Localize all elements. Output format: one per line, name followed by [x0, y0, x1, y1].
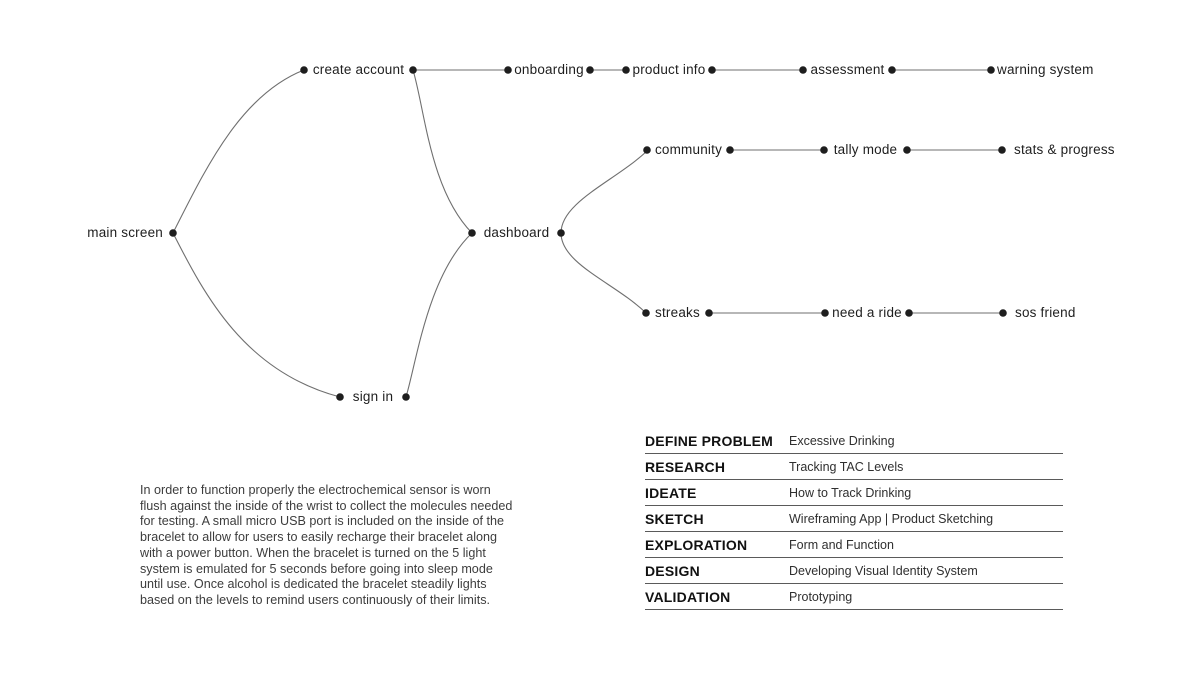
dot-tally-mode-right: [903, 146, 911, 154]
dot-onboarding-left: [504, 66, 512, 74]
node-stats-progress: stats & progress: [1014, 142, 1115, 157]
dot-assessment-left: [799, 66, 807, 74]
node-onboarding: onboarding: [514, 62, 584, 77]
description-line: based on the levels to remind users continuously of their limits.: [140, 592, 490, 607]
dot-warning-system: [987, 66, 995, 74]
dot-create-account-right: [409, 66, 417, 74]
node-create-account: create account: [312, 62, 405, 77]
node-sign-in: sign in: [352, 389, 394, 404]
dot-main-screen: [169, 229, 177, 237]
description-line: for testing. A small micro USB port is included on the inside of the: [140, 514, 505, 529]
phase-label: DEFINE PROBLEM: [645, 432, 774, 449]
table-row: [645, 558, 1063, 584]
table-row: [645, 532, 1063, 558]
dot-dashboard-right: [557, 229, 565, 237]
description-line: bracelet to allow for users to easily recharge their bracelet along: [140, 530, 498, 545]
node-community: community: [654, 142, 723, 157]
dot-onboarding-right: [586, 66, 594, 74]
dot-sign-in-left: [336, 393, 344, 401]
phase-detail: Tracking TAC Levels: [789, 459, 904, 474]
node-need-a-ride: need a ride: [832, 305, 902, 320]
node-streaks: streaks: [655, 305, 700, 320]
dot-assessment-right: [888, 66, 896, 74]
description-line: until use. Once alcohol is dedicated the bracelet steadily lights: [140, 577, 487, 592]
phase-detail: Prototyping: [789, 589, 853, 604]
dot-product-info-right: [708, 66, 716, 74]
edge-dashboard-to-streaks: [561, 233, 646, 313]
node-dashboard: dashboard: [483, 225, 550, 240]
description-line: system is emulated for 5 seconds before going into sleep mode: [140, 561, 493, 576]
phase-label: SKETCH: [645, 510, 704, 527]
product-description: [140, 483, 512, 609]
edge-main-to-create-account: [173, 70, 304, 233]
node-warning-system: warning system: [997, 62, 1094, 77]
dot-sign-in-right: [402, 393, 410, 401]
edge-create-account-to-dashboard: [413, 70, 472, 233]
edge-dashboard-to-community: [561, 151, 647, 233]
node-main-screen: main screen: [87, 225, 163, 240]
description-line: In order to function properly the electrochemical sensor is worn: [140, 483, 491, 497]
dot-streaks-left: [642, 309, 650, 317]
phase-detail: How to Track Drinking: [789, 485, 912, 500]
table-row: [645, 480, 1063, 506]
node-tally-mode: tally mode: [833, 142, 898, 157]
table-row: [645, 454, 1063, 480]
design-process-table: [645, 428, 1063, 610]
dot-tally-mode-left: [820, 146, 828, 154]
dot-product-info-left: [622, 66, 630, 74]
description-line: flush against the inside of the wrist to collect the molecules needed: [140, 498, 513, 513]
node-assessment: assessment: [810, 62, 885, 77]
phase-label: VALIDATION: [645, 588, 731, 605]
table-row: [645, 506, 1063, 532]
phase-label: DESIGN: [645, 562, 700, 579]
dot-create-account-left: [300, 66, 308, 74]
phase-detail: Form and Function: [789, 537, 894, 552]
node-product-info: product info: [632, 62, 706, 77]
phase-label: EXPLORATION: [645, 536, 748, 553]
dot-streaks-right: [705, 309, 713, 317]
table-row: [645, 428, 1063, 454]
phase-detail: Developing Visual Identity System: [789, 563, 978, 578]
dot-dashboard-left: [468, 229, 476, 237]
description-line: with a power button. When the bracelet is turned on the 5 light: [140, 545, 486, 560]
node-sos-friend: sos friend: [1015, 305, 1076, 320]
dot-stats-progress: [998, 146, 1006, 154]
edge-sign-in-to-dashboard: [406, 233, 472, 397]
edge-main-to-sign-in: [173, 233, 340, 397]
phase-detail: Wireframing App | Product Sketching: [789, 511, 994, 526]
dot-need-a-ride-right: [905, 309, 913, 317]
dot-sos-friend: [999, 309, 1007, 317]
dot-community-right: [726, 146, 734, 154]
phase-label: IDEATE: [645, 484, 697, 501]
phase-label: RESEARCH: [645, 458, 726, 475]
table-row: [645, 584, 1063, 610]
dot-community-left: [643, 146, 651, 154]
phase-detail: Excessive Drinking: [789, 433, 895, 448]
dot-need-a-ride-left: [821, 309, 829, 317]
